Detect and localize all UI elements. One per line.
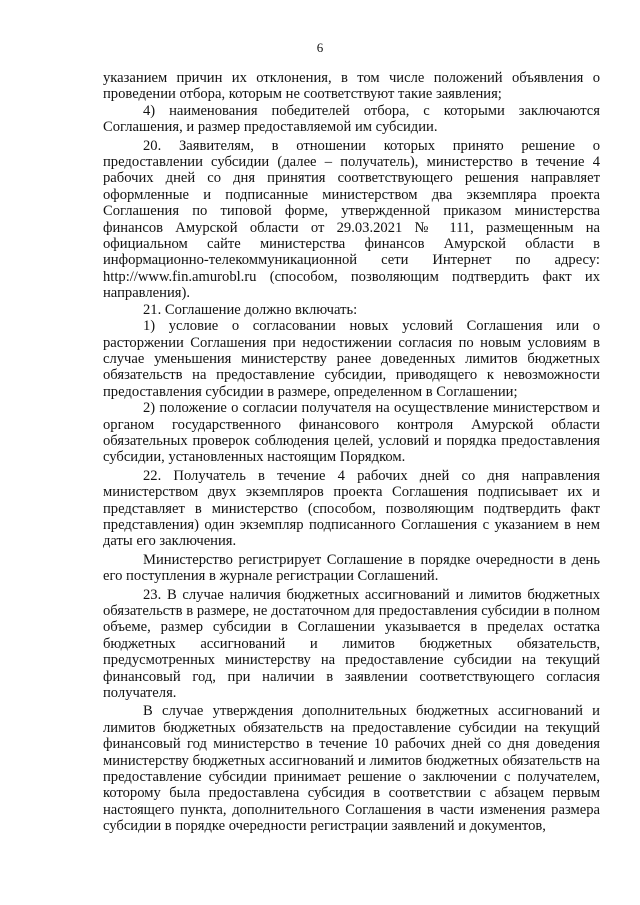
paragraph-22: 22. Получатель в течение 4 рабочих дней со дня направления министерством двух экземпляров проекта Соглашения подписывает их и представляет в министерство (способом, позволяющим подтвердить факт представления) один экземпляр подписанного Соглашения с указанием в нем даты его заключения. [103,467,600,550]
paragraph-continuation: указанием причин их отклонения, в том числе положений объявления о проведении отбора, которым не соответствуют такие заявления; [103,70,600,103]
paragraph-22-registration: Министерство регистрирует Соглашение в порядке очередности в день его поступления в журнале регистрации Соглашений. [103,551,600,585]
page-number: 6 [316,40,324,55]
paragraph-item-4: 4) наименования победителей отбора, с которыми заключаются Соглашения, и размер предоставляемой им субсидии. [103,102,600,136]
paragraph-23-additional: В случае утверждения дополнительных бюджетных ассигнований и лимитов бюджетных обязательств на предоставление субсидии на текущий финансовый год министерство в течение 10 рабочих дней со дня доведения министерству бюджетных ассигнований и лимитов бюджетных обязательств на предоставление субсидии принимает решение о заключении с получателем, которому была предоставлена субсидия в соответствии с абзацем первым настоящего пункта, дополнительного Соглашения в части изменения размера субсидии в порядке очередности регистрации заявлений и документов, [103,703,600,835]
paragraph-23: 23. В случае наличия бюджетных ассигнований и лимитов бюджетных обязательств в размере, не достаточном для предоставления субсидии в полном объеме, размер субсидии в Соглашении указывается в пределах остатка бюджетных ассигнований и лимитов бюджетных обязательств, предусмотренных министерству на предоставление субсидии на текущий финансовый год, при наличии в заявлении соответствующего согласия получателя. [103,586,600,702]
paragraph-21: 21. Соглашение должно включать: [143,301,358,318]
paragraph-21-item-2: 2) положение о согласии получателя на осуществление министерством и органом государственного финансового контроля Амурской области обязательных проверок соблюдения целей, условий и порядка предоставления субсидии, установленных настоящим Порядком. [103,400,600,466]
paragraph-21-item-1: 1) условие о согласовании новых условий Соглашения или о расторжении Соглашения при недостижении согласия по новым условиям в случае уменьшения министерству ранее доведенных лимитов бюджетных обязательств на предоставление субсидии, приводящего к невозможности предоставления субсидии в размере, определенном в Соглашении; [103,318,600,400]
paragraph-20: 20. Заявителям, в отношении которых принято решение о предоставлении субсидии (далее – получатель), министерство в течение 4 рабочих дней со дня принятия соответствующего решения направляет оформленные и подписанные министерством два экземпляра проекта Соглашения по типовой форме, утвержденной приказом министерства финансов Амурской области от 29.03.2021 № 111, размещенным на официальном сайте министерства финансов Амурской области в информационно-телекоммуникационной сети Интернет по адресу: http://www.fin.amurobl.ru (способом, позволяющим подтвердить факт их направления). [103,137,600,302]
document-body [103,70,600,835]
